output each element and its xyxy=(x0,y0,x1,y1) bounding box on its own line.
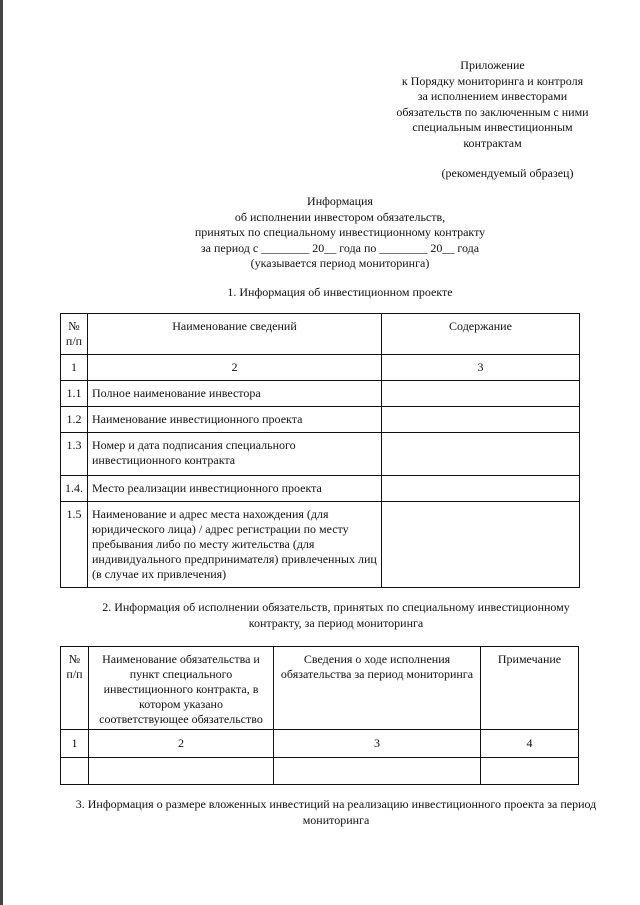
header-cell-number: № п/п xyxy=(61,647,89,730)
column-number: 3 xyxy=(274,730,481,758)
table-row xyxy=(61,502,580,588)
empty-cell xyxy=(274,758,481,785)
information-line: об исполнении инвестором обязательств, xyxy=(234,209,446,224)
table-header-row xyxy=(61,647,579,730)
appendix-line: к Порядку мониторинга и контроля xyxy=(401,73,584,88)
row-label: Наименование и адрес места нахождения (для юридического лица) / адрес регистрации по месту пребывания либо по месту жительства (для индивидуального предпринимателя) привлеченных лиц (в случае их привлечения) xyxy=(88,502,382,588)
row-value-cell xyxy=(382,476,580,502)
column-number: 4 xyxy=(481,730,579,758)
section1-title: 1. Информация об инвестиционном проекте xyxy=(227,285,453,299)
row-value-cell xyxy=(382,433,580,476)
row-value-cell xyxy=(382,381,580,407)
row-label: Номер и дата подписания специального инвестиционного контракта xyxy=(88,433,382,476)
table-row xyxy=(61,476,580,502)
row-number: 1.3 xyxy=(61,433,88,476)
column-number: 1 xyxy=(61,355,88,381)
information-line: за период с ________ 20__ года по ________ 20__ года xyxy=(200,240,480,255)
table-row xyxy=(61,381,580,407)
table-row xyxy=(61,433,580,476)
appendix-line: Приложение xyxy=(460,58,525,72)
header-cell-number: № п/п xyxy=(61,314,88,355)
row-value-cell xyxy=(382,407,580,433)
section1-table xyxy=(60,313,580,588)
row-value-cell xyxy=(382,502,580,588)
table-header-row xyxy=(61,314,580,355)
section2-title: 2. Информация об исполнении обязательств, принятых по специальному инвестиционному контракту, за период мониторинга xyxy=(102,600,570,630)
recommended-sample-note: (рекомендуемый образец) xyxy=(441,166,574,180)
column-number: 1 xyxy=(61,730,89,758)
section2-table xyxy=(60,646,579,785)
row-label: Место реализации инвестиционного проекта xyxy=(88,476,382,502)
empty-cell xyxy=(61,758,89,785)
appendix-line: специальным инвестиционным xyxy=(412,120,573,134)
empty-cell xyxy=(481,758,579,785)
column-number: 2 xyxy=(89,730,274,758)
row-number: 1.4. xyxy=(61,476,88,502)
information-title: Информация xyxy=(307,194,373,208)
column-number: 2 xyxy=(88,355,382,381)
information-line: принятых по специальному инвестиционному контракту xyxy=(194,225,486,239)
header-cell-content: Содержание xyxy=(382,314,580,355)
column-number: 3 xyxy=(382,355,580,381)
header-cell-name: Наименование сведений xyxy=(88,314,382,355)
scan-edge xyxy=(0,0,3,905)
table-row xyxy=(61,758,579,785)
row-number: 1.5 xyxy=(61,502,88,588)
row-number: 1.1 xyxy=(61,381,88,407)
header-cell-progress: Сведения о ходе исполнения обязательства за период мониторинга xyxy=(274,647,481,730)
row-label: Полное наименование инвестора xyxy=(88,381,382,407)
appendix-line: обязательств по заключенным с ними xyxy=(396,104,589,119)
table-row xyxy=(61,407,580,433)
row-number: 1.2 xyxy=(61,407,88,433)
table-numbering-row xyxy=(61,730,579,758)
row-label: Наименование инвестиционного проекта xyxy=(88,407,382,433)
appendix-line: за исполнением инвесторами xyxy=(417,89,568,103)
header-cell-note: Примечание xyxy=(481,647,579,730)
empty-cell xyxy=(89,758,274,785)
table-numbering-row xyxy=(61,355,580,381)
information-header xyxy=(140,194,540,272)
section3-title: 3. Информация о размере вложенных инвестиций на реализацию инвестиционного проекта за период мониторинга xyxy=(75,797,597,827)
header-cell-obligation: Наименование обязательства и пункт специального инвестиционного контракта, в котором указано соответствующее обязательство xyxy=(89,647,274,730)
appendix-block xyxy=(390,58,595,151)
appendix-line: контрактам xyxy=(463,135,522,150)
information-line: (указывается период мониторинга) xyxy=(250,256,430,270)
